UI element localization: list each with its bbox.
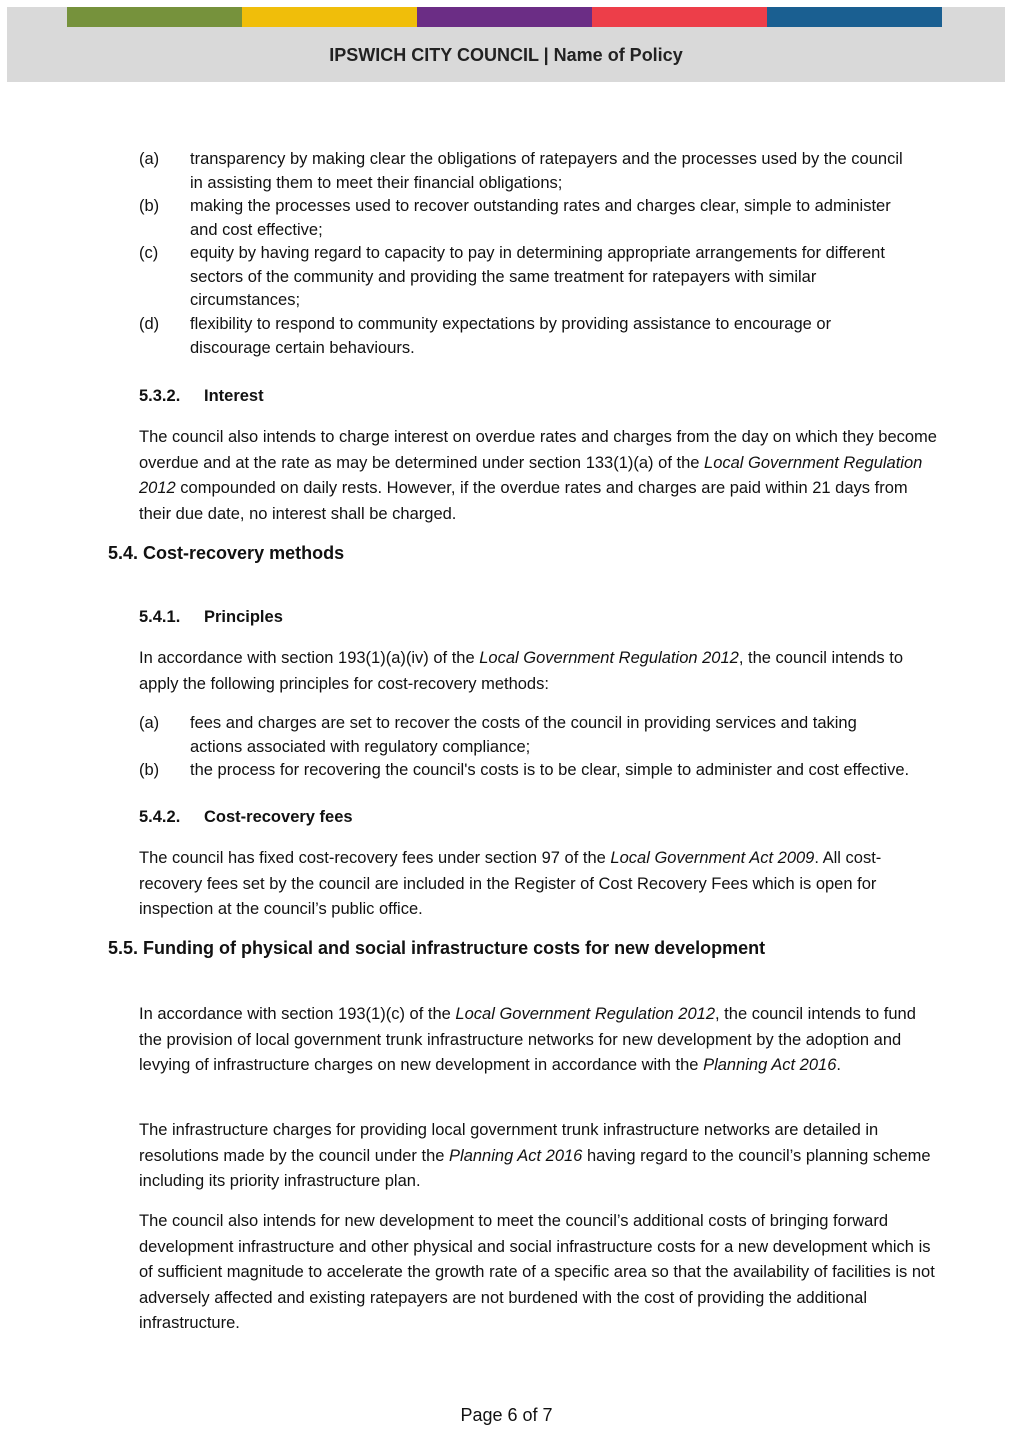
- list-item-label: (b): [139, 761, 160, 779]
- funding-paragraph-1: [139, 1002, 939, 1079]
- list-item-label: (b): [139, 197, 160, 215]
- section-number: 5.3.2.: [139, 387, 181, 405]
- list-item-label: (a): [139, 714, 160, 732]
- section-number: 5.4.1.: [139, 608, 181, 626]
- section-number: 5.4.2.: [139, 808, 181, 826]
- list-item-text: transparency by making clear the obligations of ratepayers and the processes used by the council in assisting them to meet their financial obligations;: [190, 150, 903, 192]
- list-item-text: the process for recovering the council's costs is to be clear, simple to administer and cost effective.: [190, 761, 910, 779]
- text-run: . All cost-recovery fees set by the council are included in the Register of Cost Recovery Fees which is open for inspection at the council’s public office.: [139, 849, 882, 918]
- legislation-title: Planning Act 2016: [449, 1146, 583, 1165]
- color-segment-purple: [417, 7, 592, 27]
- text-run: , the council intends to apply the following principles for cost-recovery methods:: [139, 649, 904, 693]
- header-title: IPSWICH CITY COUNCIL | Name of Policy: [329, 45, 683, 65]
- section-heading-5-4-2: [139, 808, 353, 827]
- interest-paragraph: [139, 425, 939, 527]
- section-heading-5-5: 5.5. Funding of physical and social infrastructure costs for new development: [108, 938, 766, 958]
- text-run: .: [836, 1056, 841, 1074]
- legislation-title: Planning Act 2016: [703, 1056, 837, 1074]
- color-segment-green: [67, 7, 242, 27]
- list-item-text: flexibility to respond to community expectations by providing assistance to encourage or discourage certain behaviours.: [190, 315, 832, 357]
- text-run: The infrastructure charges for providing local government trunk infrastructure networks are detailed in resolutions made by the council under the: [139, 1121, 879, 1165]
- legislation-title: Local Government Regulation 2012: [139, 453, 923, 497]
- funding-paragraph-3: The council also intends for new development to meet the council’s additional costs of bringing forward development infrastructure and other physical and social infrastructure costs for a new development which is of sufficient magnitude to accelerate the growth rate of a specific area so that the availability of facilities is not adversely affected and existing ratepayers are not burdened with the cost of providing the additional infrastructure.: [139, 1212, 935, 1332]
- funding-paragraph-2: [139, 1118, 939, 1195]
- legislation-title: Local Government Regulation 2012: [455, 1005, 716, 1023]
- text-run: In accordance with section 193(1)(c) of the: [139, 1005, 456, 1023]
- text-run: having regard to the council’s planning scheme including its priority infrastructure plan.: [139, 1146, 931, 1190]
- color-segment-yellow: [242, 7, 417, 27]
- section-title: Principles: [204, 608, 283, 626]
- legislation-title: Local Government Regulation 2012: [479, 649, 739, 667]
- list-item-label: (d): [139, 315, 160, 333]
- principles-paragraph: [139, 646, 939, 697]
- section-title: Interest: [204, 387, 264, 405]
- list-item-text: equity by having regard to capacity to pay in determining appropriate arrangements for different sectors of the community and providing the same treatment for ratepayers with similar circumstances;: [190, 244, 885, 309]
- list-item-label: (a): [139, 150, 160, 168]
- page-number: Page 6 of 7: [460, 1405, 553, 1425]
- text-run: compounded on daily rests. However, if the overdue rates and charges are paid within 21 days from their due date, no interest shall be charged.: [139, 479, 908, 523]
- header-color-bar: [67, 7, 942, 27]
- color-segment-blue: [767, 7, 942, 27]
- section-heading-5-3-2: [139, 387, 264, 406]
- text-run: , the council intends to fund the provision of local government trunk infrastructure networks for new development by the adoption and levying of infrastructure charges on new development in accordance with the: [139, 1005, 916, 1074]
- section-heading-5-4: 5.4. Cost-recovery methods: [108, 543, 345, 563]
- list-item-label: (c): [139, 244, 159, 262]
- section-title: Cost-recovery fees: [204, 808, 353, 826]
- page-header: [7, 7, 1005, 82]
- text-run: In accordance with section 193(1)(a)(iv) of the: [139, 649, 480, 667]
- list-item-text: fees and charges are set to recover the costs of the council in providing services and taking actions associated with regulatory compliance;: [190, 714, 857, 756]
- list-item-text: making the processes used to recover outstanding rates and charges clear, simple to administer and cost effective;: [190, 197, 891, 239]
- color-segment-red: [592, 7, 767, 27]
- legislation-title: Local Government Act 2009: [610, 849, 815, 867]
- section-heading-5-4-1: [139, 608, 283, 627]
- cost-recovery-fees-paragraph: [139, 846, 939, 923]
- text-run: The council also intends to charge interest on overdue rates and charges from the day on which they become overdue and at the rate as may be determined under section 133(1)(a) of the: [139, 428, 937, 472]
- text-run: The council has fixed cost-recovery fees under section 97 of the: [139, 849, 611, 867]
